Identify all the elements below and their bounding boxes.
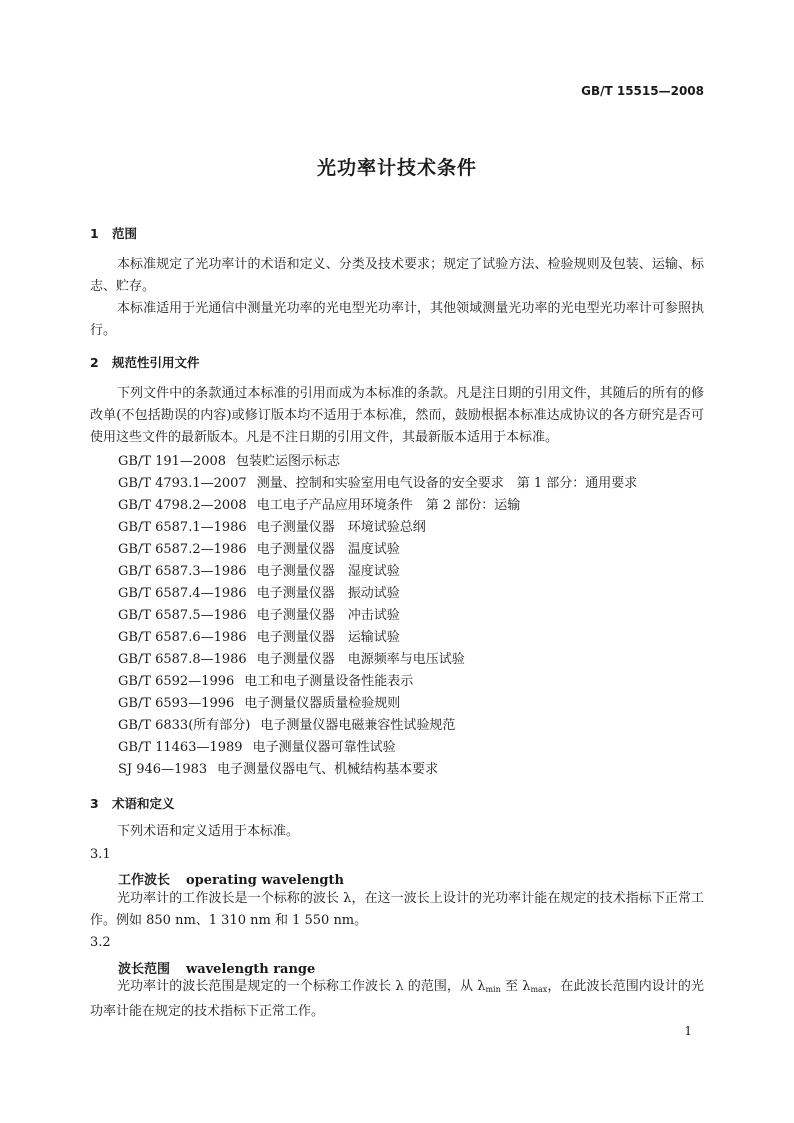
reference-title: 包装贮运图示标志 — [236, 454, 341, 469]
reference-code: GB/T 4798.2—2008 — [118, 498, 247, 513]
term-heading — [118, 958, 315, 977]
reference-title: 电子测量仪器可靠性试验 — [252, 740, 396, 755]
list-item — [118, 759, 637, 781]
list-item — [118, 583, 637, 605]
reference-code: GB/T 6592—1996 — [118, 674, 235, 689]
reference-title: 电子测量仪器 冲击试验 — [256, 608, 400, 623]
scope-paragraph-1: 本标准规定了光功率计的术语和定义、分类及技术要求；规定了试验方法、检验规则及包装、运输、标志、贮存。 — [90, 257, 704, 294]
reference-title: 电子测量仪器电磁兼容性试验规范 — [260, 718, 456, 733]
reference-code: GB/T 4793.1—2007 — [118, 476, 247, 491]
list-item — [118, 649, 637, 671]
reference-code: GB/T 6833(所有部分) — [118, 718, 251, 733]
list-item — [118, 473, 637, 495]
reference-code: GB/T 191—2008 — [118, 454, 227, 469]
reference-code: GB/T 6587.3—1986 — [118, 564, 247, 579]
document-title: 光功率计技术条件 — [316, 157, 477, 179]
list-item — [118, 693, 637, 715]
terms-intro: 下列术语和定义适用于本标准。 — [117, 824, 300, 839]
reference-code: GB/T 6587.1—1986 — [118, 520, 247, 535]
reference-title: 电子测量仪器 温度试验 — [256, 542, 400, 557]
reference-code: GB/T 6587.6—1986 — [118, 630, 247, 645]
reference-title: 电子测量仪器质量检验规则 — [244, 696, 401, 711]
list-item — [118, 627, 637, 649]
list-item — [118, 737, 637, 759]
page-number: 1 — [684, 1024, 692, 1038]
list-item — [118, 495, 637, 517]
subscript-max: max — [530, 985, 548, 994]
normative-intro: 下列文件中的条款通过本标准的引用而成为本标准的条款。凡是注日期的引用文件，其随后的所有的修改单(不包括勘误的内容)或修订版本均不适用于本标准，然而，鼓励根据本标准达成协议的各方研究是否可使用这些文件的最新版本。凡是不注日期的引用文件，其最新版本适用于本标准。 — [90, 386, 704, 445]
clause-number: 3.2 — [90, 935, 111, 950]
subscript-min: min — [485, 985, 501, 994]
definition-text: ，在此波长范围内设计的光功率计能在规定的技术指标下正常工作。 — [90, 979, 704, 1019]
section-number: 2 — [90, 355, 99, 370]
term-heading — [118, 869, 344, 888]
section-title: 术语和定义 — [112, 796, 175, 811]
section-3-heading — [90, 794, 175, 812]
reference-code: GB/T 6587.8—1986 — [118, 652, 247, 667]
list-item — [118, 451, 637, 473]
reference-code: GB/T 6587.2—1986 — [118, 542, 247, 557]
reference-title: 电工和电子测量设备性能表示 — [244, 674, 414, 689]
section-number: 1 — [90, 226, 99, 241]
section-1-heading — [90, 224, 137, 242]
reference-title: 电子测量仪器 电源频率与电压试验 — [256, 652, 465, 667]
reference-title: 电子测量仪器 运输试验 — [256, 630, 400, 645]
reference-code: GB/T 11463—1989 — [118, 740, 243, 755]
reference-title: 电子测量仪器电气、机械结构基本要求 — [217, 762, 439, 777]
clause-number: 3.1 — [90, 847, 111, 862]
definition-text: 光功率计的波长范围是规定的一个标称工作波长 λ 的范围，从 λ — [117, 979, 486, 994]
definition-text: 至 λ — [500, 979, 531, 994]
reference-title: 电子测量仪器 环境试验总纲 — [256, 520, 426, 535]
list-item — [118, 671, 637, 693]
reference-code: GB/T 6587.4—1986 — [118, 586, 247, 601]
section-2-heading — [90, 353, 200, 371]
reference-code: GB/T 6587.5—1986 — [118, 608, 247, 623]
reference-title: 电工电子产品应用环境条件 第 2 部份：运输 — [256, 498, 521, 513]
reference-title: 电子测量仪器 湿度试验 — [256, 564, 400, 579]
list-item — [118, 605, 637, 627]
list-item — [118, 539, 637, 561]
reference-title: 电子测量仪器 振动试验 — [256, 586, 400, 601]
section-number: 3 — [90, 796, 99, 811]
reference-title: 测量、控制和实验室用电气设备的安全要求 第 1 部分：通用要求 — [256, 476, 638, 491]
standard-number: GB/T 15515—2008 — [581, 84, 704, 98]
term-en: operating wavelength — [186, 873, 344, 888]
scope-paragraph-2: 本标准适用于光通信中测量光功率的光电型光功率计，其他领域测量光功率的光电型光功率计可参照执行。 — [90, 301, 704, 338]
list-item — [118, 517, 637, 539]
term-en: wavelength range — [186, 962, 316, 977]
reference-code: GB/T 6593—1996 — [118, 696, 235, 711]
term-definition: 光功率计的工作波长是一个标称的波长 λ，在这一波长上设计的光功率计能在规定的技术指标下正常工作。例如 850 nm、1 310 nm 和 1 550 nm。 — [90, 891, 704, 928]
term-definition — [90, 976, 704, 1023]
reference-list — [118, 451, 637, 781]
term-zh: 工作波长 — [118, 873, 171, 888]
list-item — [118, 715, 637, 737]
section-title: 规范性引用文件 — [112, 355, 200, 370]
list-item — [118, 561, 637, 583]
reference-code: SJ 946—1983 — [118, 762, 208, 777]
term-zh: 波长范围 — [118, 962, 171, 977]
section-title: 范围 — [112, 226, 138, 241]
